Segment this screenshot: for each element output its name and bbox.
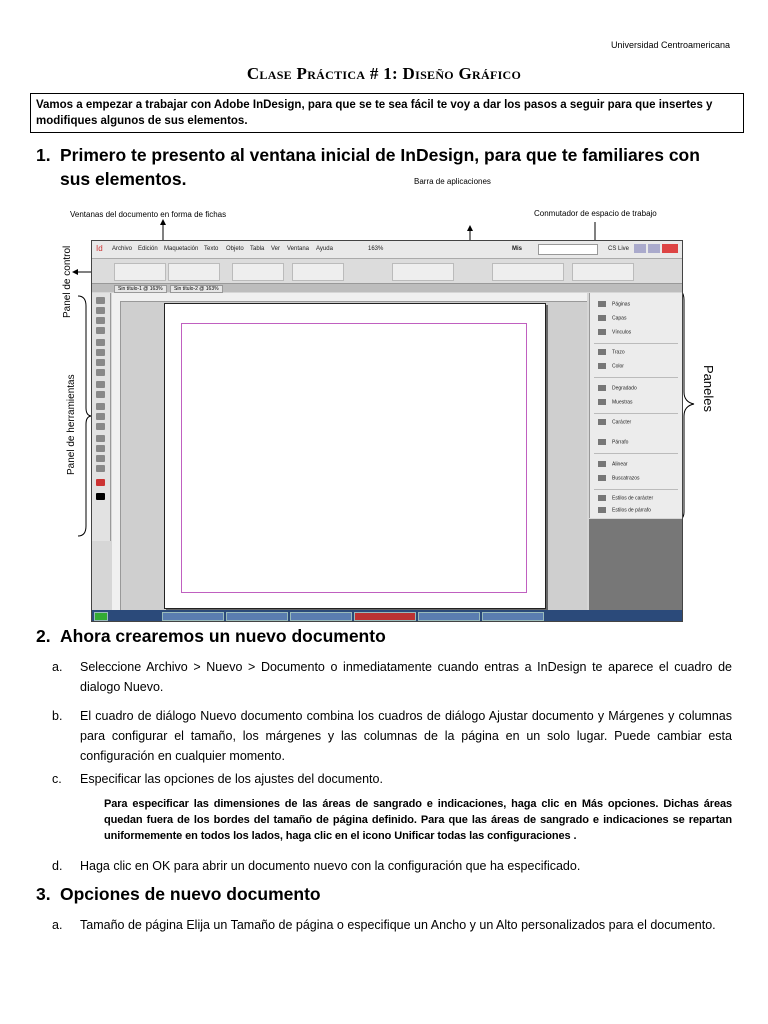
maximize-icon[interactable] [648,244,660,253]
section-2-item-b: b. El cuadro de diálogo Nuevo documento combina los cuadros de diálogo Ajustar documento y Márgenes y columnas para configurar el tamaño, los márgenes y las columnas de la página en un solo lugar. Puede cambiar esta configuración en cualquier momento. [52,709,732,763]
scissors-tool-icon[interactable] [96,403,105,410]
note-tool-icon[interactable] [96,435,105,442]
swatches-icon [598,399,606,405]
panel-color[interactable]: Color [598,363,624,369]
document-tabs [92,284,682,292]
type-tool-icon[interactable] [96,339,105,346]
label-paneles: Paneles [701,365,716,412]
document-canvas[interactable] [121,302,587,617]
tab-document-2[interactable]: Sin título-2 @ 163% [170,285,223,293]
section-3-heading: 3. Opciones de nuevo documento [36,884,321,904]
rectangle-frame-tool-icon[interactable] [96,381,105,388]
zoom-level[interactable]: 163% [368,246,384,252]
frame-field[interactable] [492,263,564,281]
menu-texto[interactable]: Texto [204,246,219,252]
section-1-line-2: sus elementos. [60,169,187,189]
page-title: Clase Práctica # 1: Diseño Gráfico [246,64,522,83]
layers-icon [598,315,606,321]
menu-ver[interactable]: Ver [271,246,281,252]
character-styles-icon [598,495,606,501]
start-button[interactable] [94,612,108,621]
pencil-tool-icon[interactable] [96,369,105,376]
stroke-icon [598,349,606,355]
windows-taskbar [92,610,682,621]
style-field[interactable] [572,263,634,281]
pen-tool-icon[interactable] [96,359,105,366]
panel-muestras[interactable]: Muestras [598,399,633,405]
panel-caracter[interactable]: Carácter [598,419,631,425]
hand-tool-icon[interactable] [96,455,105,462]
pathfinder-icon [598,475,606,481]
paragraph-icon [598,439,606,445]
paragraph-styles-icon [598,507,606,513]
label-conmutador: Conmutador de espacio de trabajo [534,209,657,218]
panel-vinculos[interactable]: Vínculos [598,329,631,335]
panel-parrafo[interactable]: Párrafo [598,439,628,445]
section-1-number: 1. [36,145,51,165]
label-panel-control: Panel de control [62,245,73,318]
menu-tabla[interactable]: Tabla [250,246,265,252]
vertical-ruler [112,301,121,617]
direct-selection-tool-icon[interactable] [96,307,105,314]
panel-estilos-caracter[interactable]: Estilos de carácter [598,495,653,501]
section-2-item-c: c. Especificar las opciones de los ajustes del documento. [52,772,383,786]
eyedropper-tool-icon[interactable] [96,445,105,452]
selection-tool-icon[interactable] [96,297,105,304]
tools-panel [92,293,111,541]
label-panel-herramientas: Panel de herramientas [66,374,77,475]
menu-objeto[interactable]: Objeto [226,246,244,252]
panel-estilos-parrafo[interactable]: Estilos de párrafo [598,507,651,513]
page-tool-icon[interactable] [96,317,105,324]
menu-edicion[interactable]: Edición [138,246,158,252]
w-field[interactable] [168,263,220,281]
tab-document-1[interactable]: Sin título-1 @ 163% [114,285,167,293]
rectangle-tool-icon[interactable] [96,391,105,398]
horizontal-ruler [112,293,587,302]
margin-guides [181,323,527,593]
label-barra-aplicaciones: Barra de aplicaciones [414,177,491,186]
gradient-tool-icon[interactable] [96,423,105,430]
zoom-tool-icon[interactable] [96,465,105,472]
line-tool-icon[interactable] [96,349,105,356]
character-icon [598,419,606,425]
section-2-item-a: a. Seleccione Archivo > Nuevo > Documento o inmediatamente cuando entras a InDesign te aparece el cuadro de dialogo Nuevo. [52,660,732,694]
panel-capas[interactable]: Capas [598,315,626,321]
menu-archivo[interactable]: Archivo [112,246,133,252]
section-3-item-a: a. Tamaño de página Elija un Tamaño de página o especifique un Ancho y un Alto personalizados para el documento. [52,918,716,932]
menu-ayuda[interactable]: Ayuda [316,246,333,252]
transform-tool-icon[interactable] [96,413,105,420]
workspace-switcher[interactable]: Mis [512,246,523,252]
panels-dock [589,293,683,518]
section-2-heading: 2. Ahora crearemos un nuevo documento [36,626,386,646]
panel-trazo[interactable]: Trazo [598,349,625,355]
links-icon [598,329,606,335]
color-icon [598,363,606,369]
university-name: Universidad Centroamericana [610,40,730,50]
align-icon [598,461,606,467]
scale-field[interactable] [232,263,284,281]
x-field[interactable] [114,263,166,281]
label-ventanas-documento: Ventanas del documento en forma de fichas [70,210,227,219]
menu-maquetacion[interactable]: Maquetación [164,246,199,252]
section-2-note: Para especificar las dimensiones de las áreas de sangrado e indicaciones, haga clic en Más opciones. Dichas áreas quedan fuera de los bordes del tamaño de página definido. Para que las áreas de sangrado e indicaciones se repartan uniformemente en todos los lados, haga clic en el icono Unificar todas las configuraciones . [104,798,732,842]
document-page[interactable] [164,303,546,609]
panel-paginas[interactable]: Páginas [598,301,630,307]
panel-degradado[interactable]: Degradado [598,385,637,391]
gap-tool-icon[interactable] [96,327,105,334]
section-2-item-d: d. Haga clic en OK para abrir un documento nuevo con la configuración que ha especificado. [52,859,581,873]
indesign-screenshot [91,240,683,622]
minimize-icon[interactable] [634,244,646,253]
intro-box: Vamos a empezar a trabajar con Adobe InDesign, para que se te sea fácil te voy a dar los pasos a seguir para que insertes y modifiques algunos de sus elementos. [30,93,744,133]
search-field[interactable] [538,244,598,255]
fill-stroke-icon[interactable] [96,479,105,486]
close-icon[interactable] [662,244,678,253]
control-panel [92,259,682,284]
indesign-logo: Id [96,244,103,253]
application-bar [92,241,682,259]
gradient-icon [598,385,606,391]
rotate-field[interactable] [292,263,344,281]
pages-icon [598,301,606,307]
panel-alinear[interactable]: Alinear [598,461,628,467]
panel-buscatrazos[interactable]: Buscatrazos [598,475,640,481]
section-1-line-1: Primero te presento al ventana inicial de InDesign, para que te familiares con [60,145,700,165]
stroke-field[interactable] [392,263,454,281]
cslive-button[interactable]: CS Live [608,246,630,252]
menu-ventana[interactable]: Ventana [287,246,310,252]
view-mode-icon[interactable] [96,493,105,500]
